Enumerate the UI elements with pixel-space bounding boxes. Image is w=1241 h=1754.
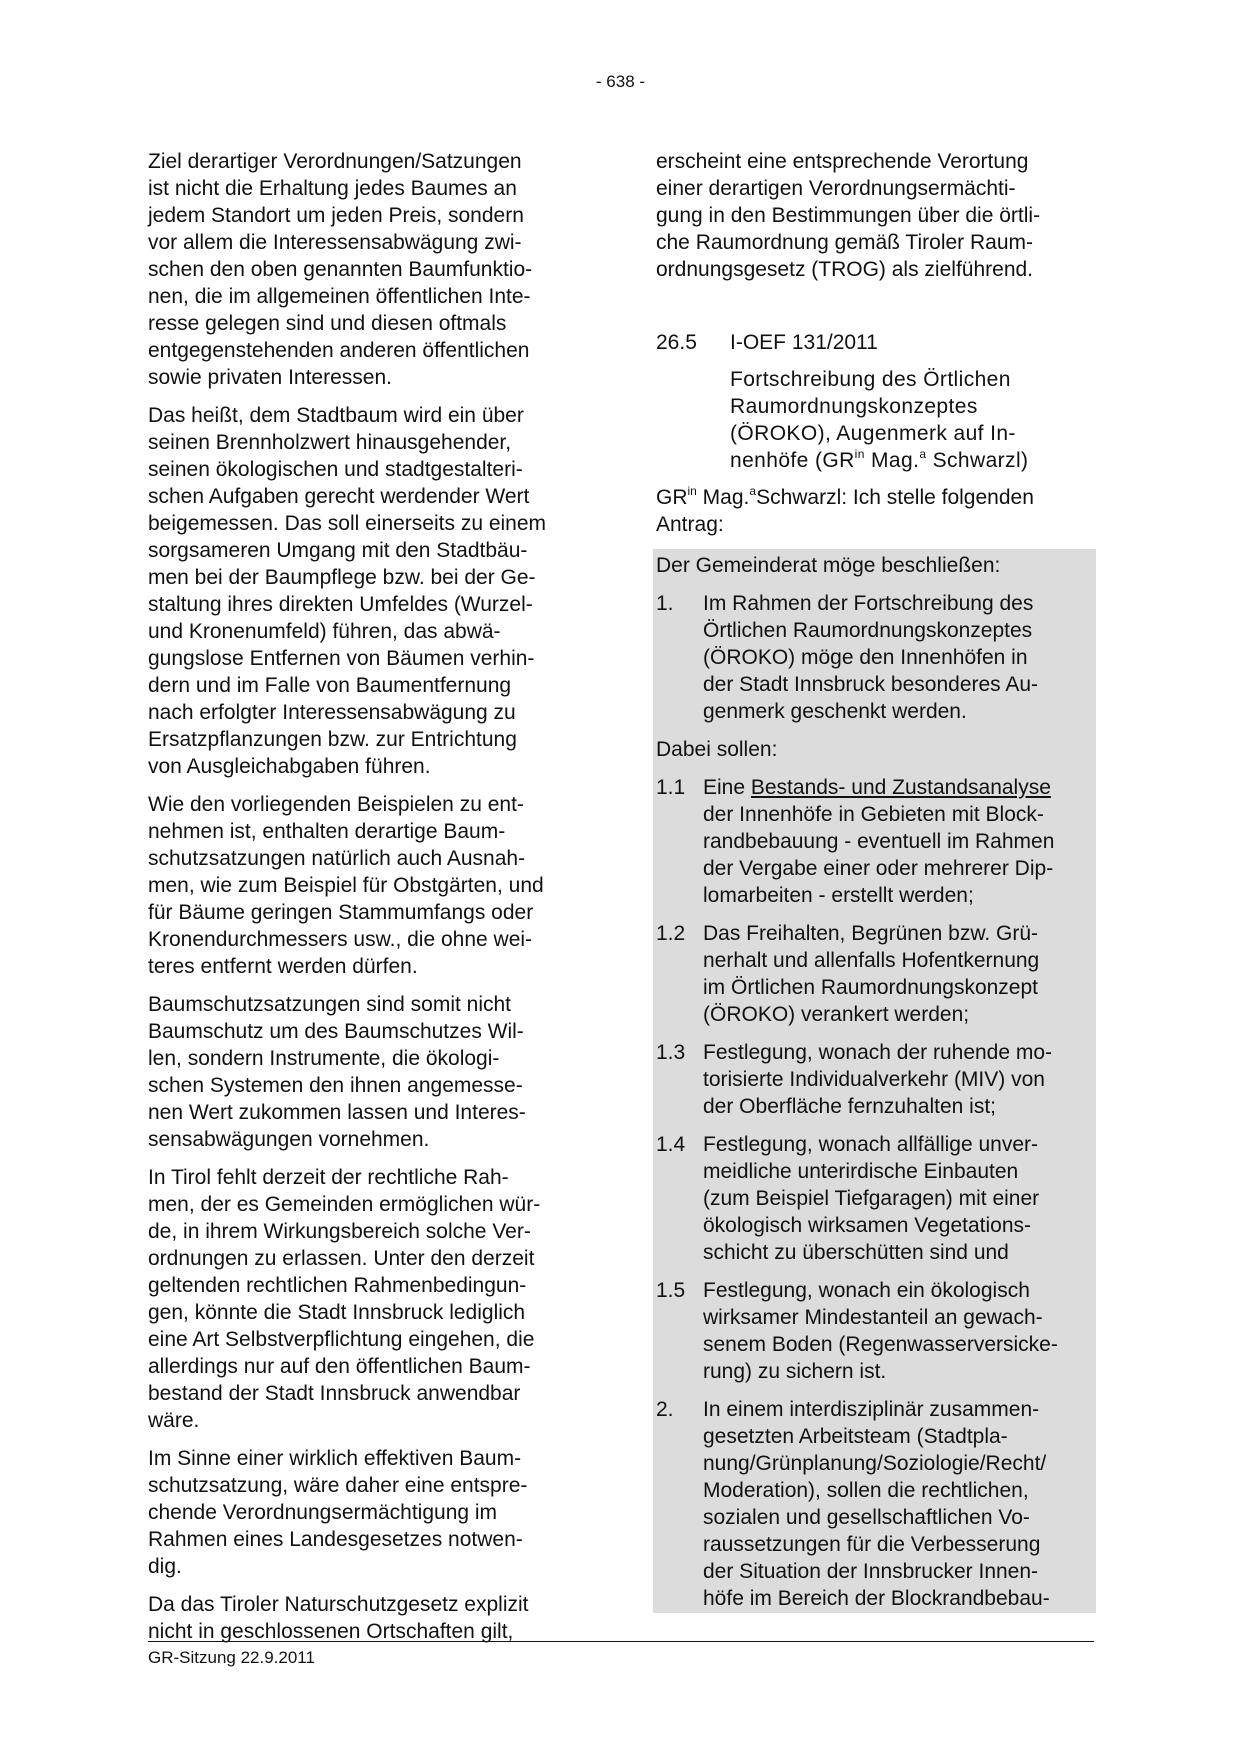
item-text xyxy=(703,774,1054,909)
item-text: Festlegung, wonach der ruhende mo- torisierte Individualverkehr (MIV) von der Oberfläche fernzuhalten ist; xyxy=(703,1041,1053,1118)
title-text: Fortschreibung des Örtlichen Raumordnungskonzeptes (ÖROKO), Augenmerk auf In- nenhöfe (GR xyxy=(730,368,1016,472)
right-column xyxy=(656,148,1096,1613)
left-column xyxy=(148,148,588,1656)
speaker-line xyxy=(656,484,1096,538)
motion-item xyxy=(656,1131,1096,1266)
motion-item xyxy=(656,774,1096,909)
paragraph: Wie den vorliegenden Beispielen zu ent- nehmen ist, enthalten derartige Baum- schutzsatzungen natürlich auch Ausnah- men, wie zum Beispiel für Obstgärten, und für Bäume geringen Stammumfangs oder Kronendurchmessers usw., die ohne wei- teres entfernt werden dürfen. xyxy=(148,793,544,978)
item-text: Im Rahmen der Fortschreibung des Örtlichen Raumordnungskonzeptes (ÖROKO) möge den Innenhöfen in der Stadt Innsbruck besonderes Au- genmerk geschenkt werden. xyxy=(703,592,1039,723)
paragraph: erscheint eine entsprechende Verortung einer derartigen Verordnungsermächti- gung in den Bestimmungen über die örtli- che Raumordnung gemäß Tiroler Raum- ordnungsgesetz (TROG) als zielführend. xyxy=(656,150,1041,281)
paragraph: Das heißt, dem Stadtbaum wird ein über seinen Brennholzwert hinausgehender, seinen ökologischen und stadtgestalteri- schen Aufgaben gerecht werdender Wert beigemessen. Das soll einerseits zu einem sorgsameren Umgang mit den Stadtbäu- men bei der Baumpflege bzw. bei der Ge- staltung ihres direkten Umfeldes (Wurzel- und Kronenumfeld) führen, das abwä- gungslose Entfernen von Bäumen verhin- dern und im Falle von Baumentfernung nach erfolgter Interessensabwägung zu Ersatzpflanzungen bzw. zur Entrichtung von Ausgleichabgaben führen. xyxy=(148,404,547,778)
superscript: a xyxy=(919,447,927,461)
motion-item xyxy=(656,1039,1096,1120)
item-number: 1.2 xyxy=(656,922,686,945)
motion-box xyxy=(653,549,1096,1613)
item-text: Festlegung, wonach allfällige unver- meidliche unterirdische Einbauten (zum Beispiel Tiefgaragen) mit einer ökologisch wirksamen Vegetations- schicht zu überschütten sind und xyxy=(703,1133,1040,1264)
agenda-item-code: I-OEF 131/2011 xyxy=(730,331,878,354)
paragraph: Ziel derartiger Verordnungen/Satzungen ist nicht die Erhaltung jedes Baumes an jedem Standort um jeden Preis, sondern vor allem die Interessensabwägung zwi- schen den oben genannten Baumfunktio- nen, die im allgemeinen öffentlichen Inte- resse gelegen sind und diesen oftmals entgegenstehenden anderen öffentlichen sowie privaten Interessen. xyxy=(148,150,533,389)
speaker-text: Schwarzl: Ich stelle folgenden Antrag: xyxy=(656,486,1034,536)
speaker-text: GR xyxy=(656,486,688,509)
item-number: 2. xyxy=(656,1398,674,1421)
item-text-part: Eine xyxy=(703,776,751,799)
agenda-item-title xyxy=(730,366,1096,474)
speaker-text: Mag. xyxy=(696,486,750,509)
item-text: In einem interdisziplinär zusammen- gesetzten Arbeitsteam (Stadtpla- nung/Grünplanung/Soziologie/Recht/ Moderation), sollen die rechtlichen, sozialen und gesellschaftlichen Vo- raussetzungen für die Verbesserung der Situation der Innsbrucker Innen- höfe im Bereich der Blockrandbebau- xyxy=(703,1398,1050,1610)
motion-item xyxy=(656,1277,1096,1385)
item-text: Das Freihalten, Begrünen bzw. Grü- nerhalt und allenfalls Hofentkernung im Örtlichen Raumordnungskonzept (ÖROKO) verankert werden; xyxy=(703,922,1040,1026)
superscript: in xyxy=(687,484,697,498)
item-number: 1.5 xyxy=(656,1279,686,1302)
underlined-text: Bestands- und Zustandsanalyse xyxy=(750,776,1051,799)
motion-subheading: Dabei sollen: xyxy=(656,738,778,761)
page-number: - 638 - xyxy=(595,72,646,91)
motion-heading: Der Gemeinderat möge beschließen: xyxy=(656,554,1001,577)
item-number: 1.4 xyxy=(656,1133,686,1156)
paragraph: Da das Tiroler Naturschutzgesetz explizit nicht in geschlossenen Ortschaften gilt, xyxy=(148,1593,529,1643)
item-number: 1. xyxy=(656,592,674,615)
motion-item xyxy=(656,920,1096,1028)
title-text: Schwarzl) xyxy=(926,449,1029,472)
superscript: a xyxy=(749,484,757,498)
footer-text: GR-Sitzung 22.9.2011 xyxy=(148,1648,315,1667)
title-text: Mag. xyxy=(864,449,920,472)
paragraph: Baumschutzsatzungen sind somit nicht Baumschutz um des Baumschutzes Wil- len, sondern Instrumente, die ökologi- schen Systemen den ihnen angemesse- nen Wert zukommen lassen und Interes- sensabwägungen vornehmen. xyxy=(148,993,526,1151)
paragraph: In Tirol fehlt derzeit der rechtliche Rah- men, der es Gemeinden ermöglichen wür- de, in ihrem Wirkungsbereich solche Ver- ordnungen zu erlassen. Unter den derzeit geltenden rechtlichen Rahmenbedingun- gen, könnte die Stadt Innsbruck lediglich eine Art Selbstverpflichtung eingehen, die allerdings nur auf den öffentlichen Baum- bestand der Stadt Innsbruck anwendbar wäre. xyxy=(148,1166,541,1432)
item-number: 1.1 xyxy=(656,776,686,799)
agenda-item-header xyxy=(656,329,1096,356)
footer-divider xyxy=(148,1641,1094,1642)
motion-item xyxy=(656,590,1096,725)
item-text-part: der Innenhöfe in Gebieten mit Block- randbebauung - eventuell im Rahmen der Vergabe einer oder mehrerer Dip- lomarbeiten - erstellt werden; xyxy=(703,803,1055,907)
item-text: Festlegung, wonach ein ökologisch wirksamer Mindestanteil an gewach- senem Boden (Regenwasserversicke- rung) zu sichern ist. xyxy=(703,1279,1058,1383)
agenda-item-number: 26.5 xyxy=(656,331,697,354)
item-number: 1.3 xyxy=(656,1041,686,1064)
superscript: in xyxy=(854,447,865,461)
motion-item xyxy=(656,1396,1096,1612)
paragraph: Im Sinne einer wirklich effektiven Baum- schutzsatzung, wäre daher eine entspre- chende Verordnungsermächtigung im Rahmen eines Landesgesetzes notwen- dig. xyxy=(148,1447,528,1578)
